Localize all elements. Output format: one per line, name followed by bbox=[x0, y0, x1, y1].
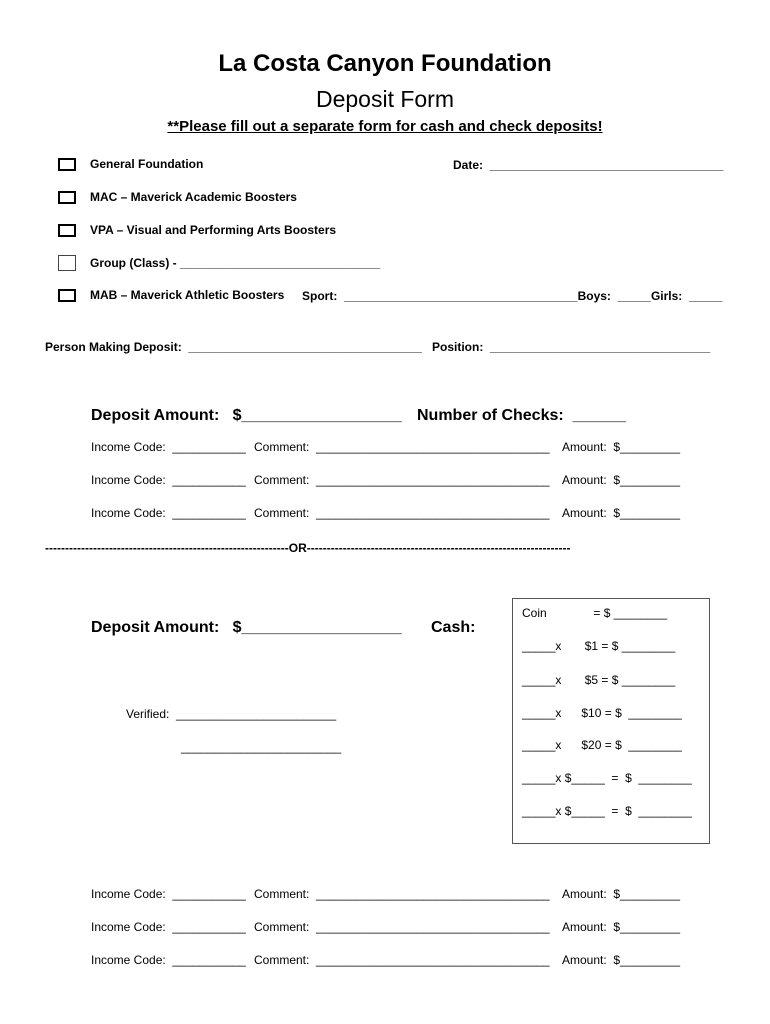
org-option-group[interactable] bbox=[58, 255, 380, 271]
checkbox[interactable] bbox=[58, 255, 76, 271]
cash-deposit-amount-field[interactable]: Deposit Amount: $__________________ bbox=[91, 619, 402, 636]
checkbox[interactable] bbox=[58, 191, 76, 204]
org-label: MAB – Maverick Athletic Boosters bbox=[90, 288, 285, 302]
income-code-field[interactable]: Income Code: ___________ bbox=[91, 887, 246, 901]
org-label: MAC – Maverick Academic Boosters bbox=[90, 190, 297, 204]
org-title: La Costa Canyon Foundation bbox=[218, 50, 552, 77]
amount-field[interactable]: Amount: $_________ bbox=[562, 506, 681, 520]
bill-row-10[interactable]: _____x $10 = $ ________ bbox=[522, 706, 682, 720]
bill-row-20[interactable]: _____x $20 = $ ________ bbox=[522, 738, 682, 752]
checkbox[interactable] bbox=[58, 224, 76, 237]
org-option-general[interactable] bbox=[58, 157, 203, 171]
income-code-field[interactable]: Income Code: ___________ bbox=[91, 440, 246, 454]
income-code-field[interactable]: Income Code: ___________ bbox=[91, 473, 246, 487]
verified-field[interactable]: Verified: ________________________ bbox=[126, 707, 337, 721]
bill-row-other[interactable]: _____x $_____ = $ ________ bbox=[522, 804, 692, 818]
org-option-mab[interactable] bbox=[58, 288, 284, 302]
coin-row[interactable]: Coin = $ ________ bbox=[522, 606, 668, 620]
amount-field[interactable]: Amount: $_________ bbox=[562, 920, 681, 934]
sport-field[interactable]: Sport: ___________________________________Boys: _____Girls: _____ bbox=[302, 289, 723, 303]
bill-row-other[interactable]: _____x $_____ = $ ________ bbox=[522, 771, 692, 785]
org-label: General Foundation bbox=[90, 157, 204, 171]
verified-line-2[interactable]: ________________________ bbox=[181, 740, 342, 754]
org-option-mac[interactable] bbox=[58, 190, 297, 204]
comment-field[interactable]: Comment: ___________________________________ bbox=[254, 506, 550, 520]
date-field[interactable]: Date: ___________________________________ bbox=[453, 158, 724, 172]
amount-field[interactable]: Amount: $_________ bbox=[562, 440, 681, 454]
person-making-deposit-field[interactable]: Person Making Deposit: ___________________________________ bbox=[45, 340, 422, 354]
notice-text: **Please fill out a separate form for cash and check deposits! bbox=[167, 118, 603, 135]
income-code-field[interactable]: Income Code: ___________ bbox=[91, 953, 246, 967]
or-divider: -------------------------------------------------------------OR------------------------------------------------------------------ bbox=[45, 541, 571, 555]
amount-field[interactable]: Amount: $_________ bbox=[562, 473, 681, 487]
org-label: Group (Class) - ______________________________ bbox=[90, 256, 381, 270]
amount-field[interactable]: Amount: $_________ bbox=[562, 953, 681, 967]
org-label: VPA – Visual and Performing Arts Boosters bbox=[90, 223, 337, 237]
comment-field[interactable]: Comment: ___________________________________ bbox=[254, 887, 550, 901]
cash-label: Cash: bbox=[431, 619, 476, 636]
income-code-field[interactable]: Income Code: ___________ bbox=[91, 920, 246, 934]
form-title: Deposit Form bbox=[315, 86, 455, 112]
comment-field[interactable]: Comment: ___________________________________ bbox=[254, 953, 550, 967]
income-code-field[interactable]: Income Code: ___________ bbox=[91, 506, 246, 520]
comment-field[interactable]: Comment: ___________________________________ bbox=[254, 473, 550, 487]
checkbox[interactable] bbox=[58, 289, 76, 302]
org-option-vpa[interactable] bbox=[58, 223, 336, 237]
amount-field[interactable]: Amount: $_________ bbox=[562, 887, 681, 901]
bill-row-1[interactable]: _____x $1 = $ ________ bbox=[522, 639, 676, 653]
cash-breakdown-box bbox=[512, 598, 710, 844]
comment-field[interactable]: Comment: ___________________________________ bbox=[254, 440, 550, 454]
number-of-checks-field[interactable]: Number of Checks: ______ bbox=[417, 407, 626, 424]
comment-field[interactable]: Comment: ___________________________________ bbox=[254, 920, 550, 934]
bill-row-5[interactable]: _____x $5 = $ ________ bbox=[522, 673, 676, 687]
checkbox[interactable] bbox=[58, 158, 76, 171]
position-field[interactable]: Position: _________________________________ bbox=[432, 340, 711, 354]
check-deposit-amount-field[interactable]: Deposit Amount: $__________________ bbox=[91, 407, 402, 424]
